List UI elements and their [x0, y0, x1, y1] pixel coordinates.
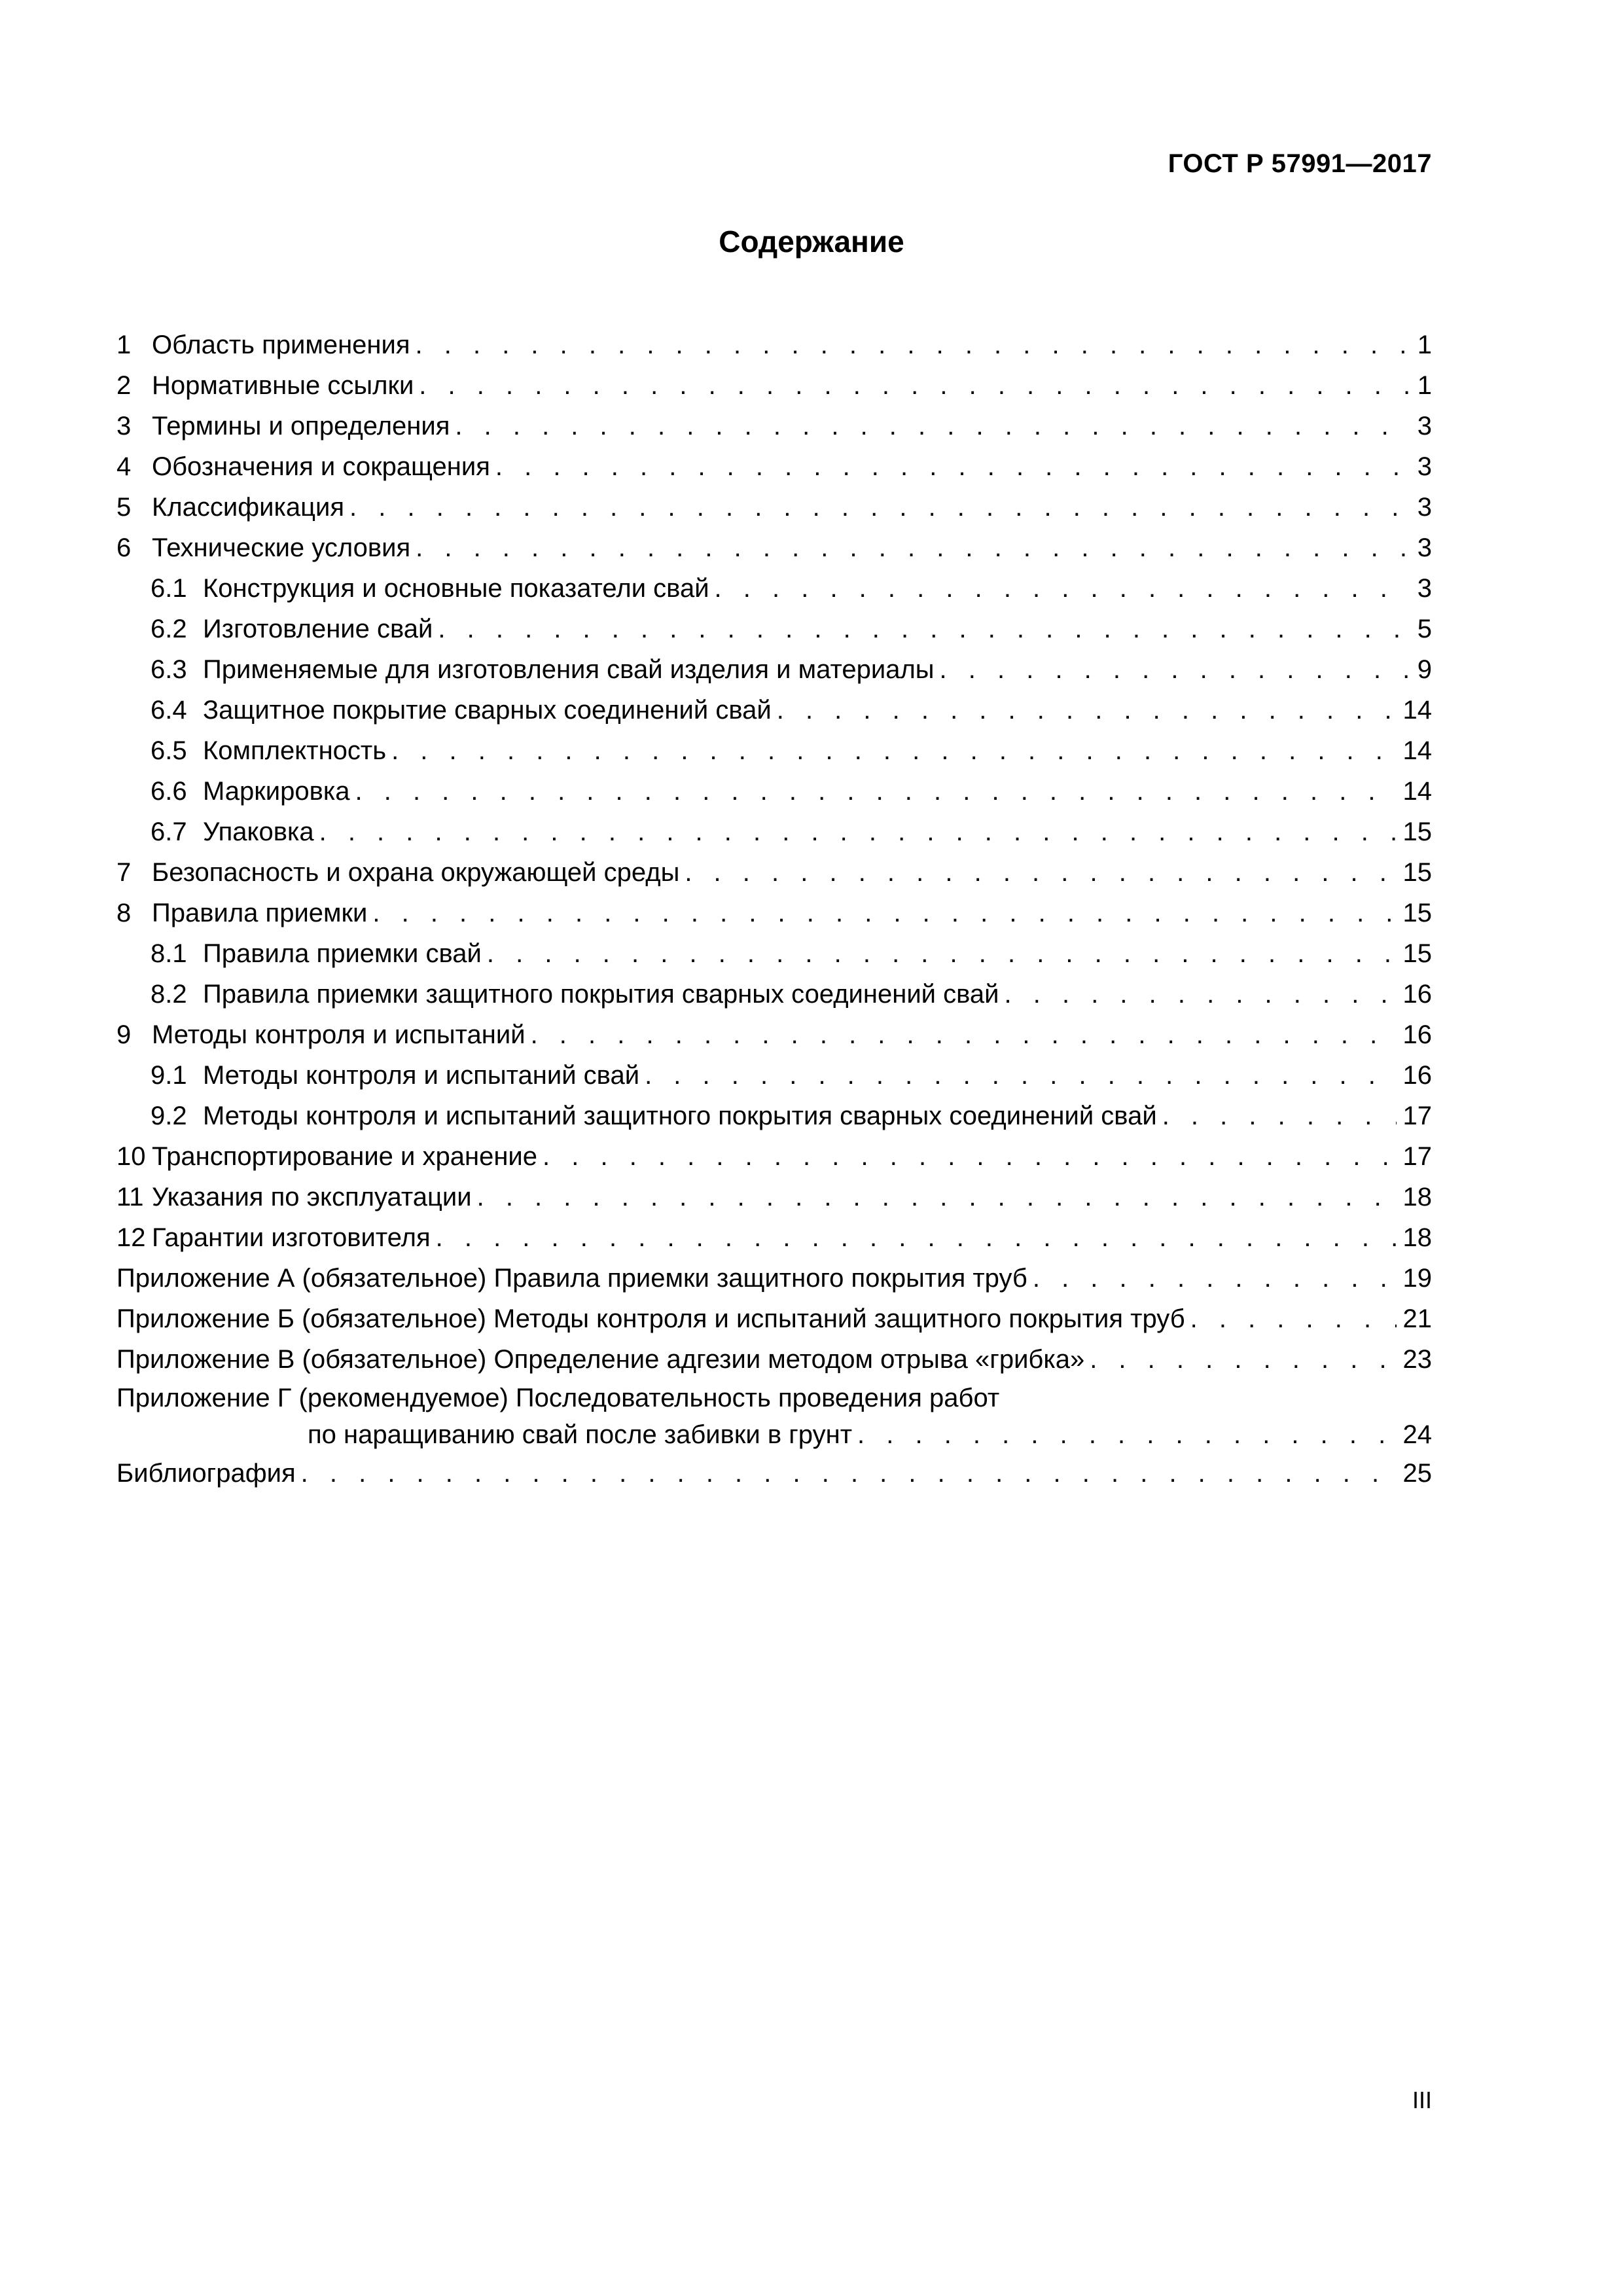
- toc-entry[interactable]: [116, 1055, 1432, 1096]
- toc-entry[interactable]: [116, 893, 1432, 933]
- toc-leader-dots: [372, 893, 1396, 933]
- toc-entry-label: Указания по эксплуатации: [152, 1183, 472, 1211]
- toc-leader-dots: [495, 446, 1411, 487]
- toc-entry-label: Изготовление свай: [203, 615, 433, 643]
- toc-leader-dots: [355, 771, 1396, 812]
- toc-entry-label-continued: по наращиванию свай после забивки в грунт: [308, 1420, 853, 1449]
- toc-entry-page: 14: [1402, 696, 1432, 725]
- toc-leader-dots: [416, 325, 1411, 365]
- toc-entry[interactable]: [116, 365, 1432, 406]
- toc-entry-page: 23: [1402, 1345, 1432, 1374]
- toc-entry-number: 6.3: [151, 655, 187, 684]
- toc-entry[interactable]: [116, 1217, 1432, 1258]
- toc-leader-dots: [715, 568, 1411, 609]
- toc-entry-number: 6.5: [151, 736, 187, 765]
- toc-entry-page: 9: [1417, 655, 1432, 684]
- toc-entry-number: 8: [116, 899, 132, 927]
- toc-entry-label: Обозначения и сокращения: [152, 452, 490, 481]
- toc-entry-number: 6: [116, 533, 132, 562]
- toc-entry-number: 6.4: [151, 696, 187, 725]
- toc-leader-dots: [349, 487, 1411, 528]
- toc-entry-label: Правила приемки свай: [203, 939, 482, 968]
- toc-entry-number: 9: [116, 1020, 132, 1049]
- toc-entry-label: Защитное покрытие сварных соединений свай: [203, 696, 772, 725]
- toc-leader-dots: [1005, 974, 1397, 1014]
- toc-entry-label: Приложение А (обязательное) Правила приемки защитного покрытия труб: [116, 1264, 1027, 1293]
- toc-items: [116, 325, 1432, 1380]
- toc-leader-dots: [301, 1453, 1397, 1494]
- toc-entry-page: 19: [1402, 1264, 1432, 1293]
- toc-leader-dots: [391, 730, 1396, 771]
- toc-entry-page: 3: [1417, 412, 1432, 440]
- toc-entry-number: 10: [116, 1142, 146, 1171]
- toc-entry[interactable]: [116, 1136, 1432, 1177]
- toc-entry-label: Применяемые для изготовления свай изделия и материалы: [203, 655, 935, 684]
- toc-leader-dots: [436, 1217, 1397, 1258]
- toc-entry-page: 1: [1417, 371, 1432, 400]
- toc-entry-label: Методы контроля и испытаний защитного покрытия сварных соединений свай: [203, 1102, 1157, 1130]
- toc-entry-number: 8.1: [151, 939, 187, 968]
- toc-entry-label: Приложение В (обязательное) Определение адгезии методом отрыва «грибка»: [116, 1345, 1085, 1374]
- toc-entry-page: 16: [1402, 1020, 1432, 1049]
- toc-entry-page: 15: [1402, 817, 1432, 846]
- toc-entry-page: 3: [1417, 452, 1432, 481]
- toc-leader-dots: [1190, 1299, 1397, 1339]
- toc-leader-dots: [645, 1055, 1396, 1096]
- toc-entry-label: Правила приемки защитного покрытия сварных соединений свай: [203, 980, 999, 1009]
- toc-entry-number: 8.2: [151, 980, 187, 1009]
- toc-entry-page: 21: [1402, 1304, 1432, 1333]
- toc-entry-label: Гарантии изготовителя: [152, 1223, 431, 1252]
- toc-leader-dots: [455, 406, 1410, 446]
- toc-entry-page: 3: [1417, 574, 1432, 603]
- page-number: III: [1412, 2087, 1432, 2113]
- toc-entry[interactable]: [116, 1339, 1432, 1380]
- toc-leader-dots: [857, 1416, 1396, 1453]
- toc-entry-number: 2: [116, 371, 132, 400]
- toc-leader-dots: [543, 1136, 1396, 1177]
- toc-entry-page: 14: [1402, 736, 1432, 765]
- toc-entry-label: Комплектность: [203, 736, 387, 765]
- toc-entry-number: 4: [116, 452, 132, 481]
- toc-entry-number: 6.2: [151, 615, 187, 643]
- toc-entry-number: 9.2: [151, 1102, 187, 1130]
- toc-entry-number: 12: [116, 1223, 146, 1252]
- toc-entry-page: 18: [1402, 1223, 1432, 1252]
- toc-entry-number: 6.1: [151, 574, 187, 603]
- toc-entry-number: 6.7: [151, 817, 187, 846]
- toc-entry-page: 25: [1402, 1459, 1432, 1488]
- toc-entry[interactable]: [116, 852, 1432, 893]
- toc-entry[interactable]: [116, 933, 1432, 974]
- toc-entry[interactable]: [116, 1014, 1432, 1055]
- toc-entry[interactable]: [116, 609, 1432, 649]
- toc-entry-label: Область применения: [152, 331, 410, 359]
- toc-entry[interactable]: [116, 812, 1432, 852]
- toc-entry-number: 3: [116, 412, 132, 440]
- toc-leader-dots: [419, 365, 1410, 406]
- toc-entry[interactable]: [116, 325, 1432, 365]
- toc-entry-label: Транспортирование и хранение: [152, 1142, 538, 1171]
- toc-entry-page: 16: [1402, 1061, 1432, 1090]
- toc-entry[interactable]: [116, 528, 1432, 568]
- toc-entry-label: Безопасность и охрана окружающей среды: [152, 858, 680, 887]
- toc-entry-page: 24: [1402, 1420, 1432, 1449]
- toc-entry-label: Библиография: [116, 1459, 296, 1488]
- toc-entry-page: 1: [1417, 331, 1432, 359]
- toc-leader-dots: [1090, 1339, 1396, 1380]
- toc-entry-page: 15: [1402, 899, 1432, 927]
- toc-leader-dots: [319, 812, 1397, 852]
- toc-entry-page: 17: [1402, 1142, 1432, 1171]
- toc-leader-dots: [438, 609, 1410, 649]
- toc-entry-label: Упаковка: [203, 817, 314, 846]
- toc-entry-number: 9.1: [151, 1061, 187, 1090]
- toc-entry-label: Термины и определения: [152, 412, 450, 440]
- toc-entry-label: Нормативные ссылки: [152, 371, 414, 400]
- toc-entry-page: 18: [1402, 1183, 1432, 1211]
- toc-entry-bibliography[interactable]: [116, 1453, 1432, 1494]
- toc-entry[interactable]: [116, 771, 1432, 812]
- toc-entry-page: 15: [1402, 858, 1432, 887]
- toc-entry[interactable]: [116, 649, 1432, 690]
- toc-entry-number: 1: [116, 331, 132, 359]
- toc-entry-label: Методы контроля и испытаний: [152, 1020, 526, 1049]
- toc-leader-dots: [685, 852, 1396, 893]
- toc-leader-dots: [531, 1014, 1397, 1055]
- toc-entry-number: 5: [116, 493, 132, 522]
- toc-entry-page: 14: [1402, 777, 1432, 806]
- toc-entry-page: 3: [1417, 493, 1432, 522]
- toc-leader-dots: [477, 1177, 1397, 1217]
- toc-leader-dots: [487, 933, 1397, 974]
- toc-entry-label: Приложение Б (обязательное) Методы контроля и испытаний защитного покрытия труб: [116, 1304, 1185, 1333]
- toc-entry[interactable]: [116, 1177, 1432, 1217]
- toc-entry[interactable]: [116, 1258, 1432, 1299]
- toc-leader-dots: [777, 690, 1397, 730]
- table-of-contents: [116, 325, 1432, 1494]
- toc-entry-page: 5: [1417, 615, 1432, 643]
- toc-leader-dots: [1033, 1258, 1397, 1299]
- toc-entry-page: 15: [1402, 939, 1432, 968]
- toc-entry-label: Конструкция и основные показатели свай: [203, 574, 709, 603]
- toc-entry[interactable]: [116, 690, 1432, 730]
- toc-entry[interactable]: [116, 1096, 1432, 1136]
- toc-leader-dots: [940, 649, 1411, 690]
- toc-entry[interactable]: [116, 446, 1432, 487]
- toc-leader-dots: [1162, 1096, 1397, 1136]
- toc-entry-label: Приложение Г (рекомендуемое) Последовательность проведения работ: [116, 1384, 1000, 1412]
- toc-entry-number: 6.6: [151, 777, 187, 806]
- toc-entry-label: Технические условия: [152, 533, 411, 562]
- toc-entry-label: Правила приемки: [152, 899, 368, 927]
- toc-entry-page: 3: [1417, 533, 1432, 562]
- toc-entry[interactable]: [116, 487, 1432, 528]
- toc-entry-label: Методы контроля и испытаний свай: [203, 1061, 640, 1090]
- toc-leader-dots: [416, 528, 1411, 568]
- document-code: ГОСТ Р 57991—2017: [1168, 149, 1432, 178]
- toc-title: Содержание: [719, 224, 904, 259]
- toc-entry[interactable]: [116, 974, 1432, 1014]
- toc-entry-label: Маркировка: [203, 777, 350, 806]
- toc-entry-page: 16: [1402, 980, 1432, 1009]
- toc-entry-appendix-g[interactable]: [116, 1380, 1432, 1453]
- toc-entry[interactable]: [116, 406, 1432, 446]
- toc-entry-number: 7: [116, 858, 132, 887]
- toc-entry-page: 17: [1402, 1102, 1432, 1130]
- toc-entry[interactable]: [116, 730, 1432, 771]
- toc-entry-number: 11: [116, 1183, 144, 1211]
- toc-entry[interactable]: [116, 568, 1432, 609]
- toc-entry[interactable]: [116, 1299, 1432, 1339]
- toc-entry-label: Классификация: [152, 493, 345, 522]
